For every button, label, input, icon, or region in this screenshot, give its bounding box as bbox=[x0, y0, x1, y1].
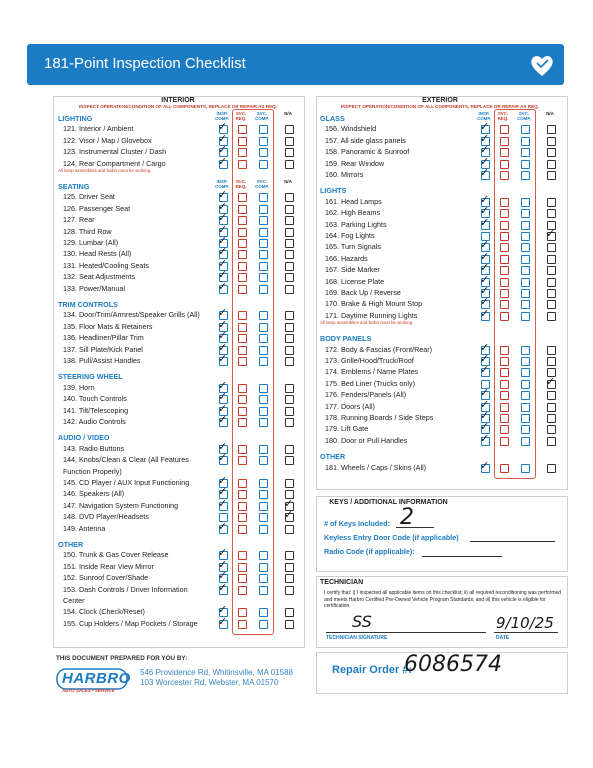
checkmark-icon: ✓ bbox=[218, 378, 228, 392]
address-whitinsville: 546 Providence Rd, Whitinsville, MA 01588 bbox=[140, 668, 293, 677]
checklist-item-140: 140. Touch Controls bbox=[63, 394, 127, 404]
keyless-code-line[interactable] bbox=[470, 541, 555, 542]
checkmark-icon: ✓ bbox=[480, 204, 490, 218]
checkmark-icon: ✓ bbox=[480, 352, 490, 365]
checkbox-na[interactable] bbox=[285, 346, 294, 355]
address-webster: 103 Worcester Rd, Webster, MA 01570 bbox=[140, 678, 279, 687]
checkmark-icon: ✓ bbox=[218, 439, 228, 453]
checkmark-icon: ✓ bbox=[480, 131, 490, 145]
checklist-item-167: 167. Side Marker bbox=[325, 265, 380, 275]
checklist-item-134: 134. Door/Trim/Armrest/Speaker Grills (All) bbox=[63, 310, 200, 320]
checkbox-na[interactable] bbox=[285, 148, 294, 157]
checklist-item-148: 148. DVD Player/Headsets bbox=[63, 512, 149, 522]
checkbox-na[interactable] bbox=[547, 243, 556, 252]
checklist-item-173: 173. Grille/Hood/Truck/Roof bbox=[325, 356, 414, 365]
checkmark-icon: ✓ bbox=[218, 268, 228, 282]
checklist-item-176: 176. Fenders/Panels (All) bbox=[325, 390, 407, 400]
checklist-item-123: 123. Instrumental Cluster / Dash bbox=[63, 147, 167, 157]
category-glass: GLASS bbox=[320, 114, 345, 123]
lamp-note: All lamp assemblies and bulbs must be working. bbox=[58, 168, 152, 173]
checkbox-na[interactable] bbox=[547, 403, 556, 412]
heart-icon bbox=[528, 51, 556, 79]
checkmark-icon: ✓ bbox=[218, 496, 228, 510]
checklist-item-156: 156. Windshield bbox=[325, 124, 377, 134]
checkbox-na[interactable] bbox=[285, 250, 294, 259]
checklist-item-174: 174. Emblems / Name Plates bbox=[325, 367, 419, 377]
checklist-item-157: 157. All side glass panels bbox=[325, 135, 406, 145]
checkmark-icon: ✓ bbox=[546, 227, 556, 240]
checkbox-na[interactable] bbox=[285, 456, 294, 465]
checklist-item-125: 125. Driver Seat bbox=[63, 192, 115, 202]
keyless-code-label: Keyless Entry Door Code (if applicable) bbox=[324, 533, 459, 542]
checkmark-icon: ✓ bbox=[218, 279, 228, 293]
checklist-item-162: 162. High Beams bbox=[325, 208, 381, 218]
checklist-item-152: 152. Sunroof Cover/Shade bbox=[63, 573, 149, 583]
category-audio-video: AUDIO / VIDEO bbox=[58, 433, 110, 443]
checklist-item-181: 181. Wheels / Caps / Skins (All) bbox=[325, 462, 427, 472]
checkmark-icon: ✓ bbox=[480, 295, 490, 309]
checkmark-icon: ✓ bbox=[218, 188, 228, 202]
checkmark-icon: ✓ bbox=[218, 614, 228, 628]
lamp-note: All lamp assemblies and bulbs must be working. bbox=[320, 320, 414, 326]
checkmark-icon: ✓ bbox=[218, 256, 228, 270]
keys-count-value[interactable]: 2 bbox=[400, 505, 414, 530]
checkmark-icon: ✓ bbox=[218, 211, 228, 225]
header-banner bbox=[27, 44, 564, 85]
checklist-item-136: 136. Headliner/Pillar Trim bbox=[63, 333, 144, 343]
checkbox-na[interactable] bbox=[285, 395, 294, 404]
column-header-svc-req: SVC. REQ. bbox=[235, 111, 247, 121]
checklist-item-169: 169. Back Up / Reverse bbox=[325, 288, 401, 297]
technician-certification: I certify that: i) I inspected all applicable items on this checklist; ii) all required reconditioning was performed and meets Harbro Certified Pre-Owned Vehicle Program Standards; and iii) this vehicle is eligible for certification. bbox=[324, 590, 562, 609]
checkmark-icon: ✓ bbox=[480, 215, 490, 229]
checkmark-icon: ✓ bbox=[218, 143, 228, 157]
checkmark-icon: ✓ bbox=[480, 284, 490, 297]
checklist-item-145: 145. CD Player / AUX Input Functioning bbox=[63, 478, 190, 487]
checklist-item-121: 121. Interior / Ambient bbox=[63, 124, 134, 134]
checklist-item-164: 164. Fog Lights bbox=[325, 231, 375, 240]
checklist-item-126: 126. Passenger Seat bbox=[63, 203, 131, 213]
checkbox-na[interactable] bbox=[547, 137, 556, 146]
checkbox-na[interactable] bbox=[285, 160, 294, 169]
checkbox-na[interactable] bbox=[285, 285, 294, 294]
checklist-item-178: 178. Running Boards / Side Steps bbox=[325, 413, 434, 422]
prepared-by-label: THIS DOCUMENT PREPARED FOR YOU BY: bbox=[56, 655, 188, 662]
checklist-item-180: 180. Door or Pull Handles bbox=[325, 435, 408, 445]
technician-title: TECHNICIAN bbox=[320, 579, 364, 586]
checklist-item-147: 147. Navigation System Functioning bbox=[63, 500, 179, 510]
checklist-item-170: 170. Brake & High Mount Stop bbox=[325, 299, 423, 309]
interior-subtitle: INSPECT OPERATION/CONDITION OF ALL COMPONENTS, REPLACE OR REPAIR AS REQ. bbox=[79, 104, 277, 109]
checkmark-icon: ✓ bbox=[480, 261, 490, 275]
checkbox-na[interactable] bbox=[285, 125, 294, 134]
checkmark-icon: ✓ bbox=[218, 485, 228, 499]
category-steering-wheel: STEERING WHEEL bbox=[58, 372, 123, 382]
checkmark-icon: ✓ bbox=[480, 249, 490, 263]
harbro-logo bbox=[56, 667, 131, 695]
checkmark-icon: ✓ bbox=[218, 546, 228, 560]
checklist-item-144: 144. Knobs/Clean & Clear (All Features bbox=[63, 455, 189, 465]
checkmark-icon: ✓ bbox=[218, 120, 228, 134]
checklist-item-143: 143. Radio Buttons bbox=[63, 443, 125, 453]
checkbox-na[interactable] bbox=[285, 563, 294, 572]
column-header-na: N/A bbox=[284, 179, 292, 184]
checkmark-icon: ✓ bbox=[480, 363, 490, 377]
checkbox-na[interactable] bbox=[285, 216, 294, 225]
checkbox-na[interactable] bbox=[547, 278, 556, 287]
checkmark-icon: ✓ bbox=[218, 340, 228, 354]
radio-code-label: Radio Code (if applicable): bbox=[324, 547, 415, 556]
checkmark-icon: ✓ bbox=[480, 154, 490, 168]
checkbox-na[interactable] bbox=[547, 266, 556, 275]
checkmark-icon: ✓ bbox=[218, 569, 228, 583]
checkbox-na[interactable] bbox=[285, 418, 294, 427]
checkbox-na[interactable] bbox=[547, 289, 556, 298]
checklist-item-149: 149. Antenna bbox=[63, 523, 106, 533]
checklist-item-139: 139. Horn bbox=[63, 382, 95, 392]
checkbox-na[interactable] bbox=[285, 620, 294, 629]
date-value[interactable]: 9/10/25 bbox=[496, 614, 554, 632]
checklist-item-179: 179. Lift Gate bbox=[325, 424, 369, 434]
checkbox-na[interactable] bbox=[285, 525, 294, 534]
checklist-item-131: 131. Heated/Cooling Seats bbox=[63, 260, 149, 270]
checkmark-icon: ✓ bbox=[480, 458, 490, 472]
checkbox-na[interactable] bbox=[285, 384, 294, 393]
checklist-item-153: 153. Dash Controls / Driver Information bbox=[63, 584, 188, 594]
checklist-item-161: 161. Head Lamps bbox=[325, 196, 382, 206]
category-lighting: LIGHTING bbox=[58, 114, 93, 123]
checkmark-icon: ✓ bbox=[218, 306, 228, 320]
checkmark-icon: ✓ bbox=[218, 413, 228, 426]
signature-line bbox=[326, 632, 486, 633]
checkmark-icon: ✓ bbox=[218, 603, 228, 617]
checkbox-na[interactable] bbox=[547, 209, 556, 218]
checklist-item-132: 132. Seat Adjustments bbox=[63, 272, 135, 282]
checkmark-icon: ✓ bbox=[218, 154, 228, 168]
checklist-item-122: 122. Visor / Map / Glovebox bbox=[63, 135, 152, 145]
checkbox-na[interactable] bbox=[285, 445, 294, 454]
checklist-item-155: 155. Cup Holders / Map Pockets / Storage bbox=[63, 618, 198, 628]
checkmark-icon: ✓ bbox=[284, 508, 294, 522]
checkmark-icon: ✓ bbox=[218, 451, 228, 465]
logo-wordmark: HARBRO bbox=[62, 670, 131, 687]
checkbox-na[interactable] bbox=[285, 357, 294, 366]
checklist-item-129: 129. Lumbar (All) bbox=[63, 238, 119, 247]
checklist-item-137: 137. Sill Plate/Kick Panel bbox=[63, 344, 143, 354]
interior-service-column-frame bbox=[232, 109, 274, 635]
checkmark-icon: ✓ bbox=[218, 234, 228, 247]
checkmark-icon: ✓ bbox=[480, 431, 490, 445]
checkbox-na[interactable] bbox=[547, 198, 556, 207]
checkmark-icon: ✓ bbox=[218, 557, 228, 571]
checklist-item-124: 124. Rear Compartment / Cargo bbox=[63, 158, 166, 168]
checkmark-icon: ✓ bbox=[218, 580, 228, 594]
checkbox-na[interactable] bbox=[285, 262, 294, 271]
checklist-item-cont: Center bbox=[63, 596, 85, 605]
checkbox-na[interactable] bbox=[285, 137, 294, 146]
checkmark-icon: ✓ bbox=[218, 245, 228, 259]
checklist-item-133: 133. Power/Manual bbox=[63, 283, 125, 293]
checklist-item-177: 177. Doors (All) bbox=[325, 401, 375, 411]
keys-count-label: # of Keys Included: bbox=[324, 519, 390, 528]
repair-order-label: Repair Order #: bbox=[332, 664, 413, 676]
checklist-item-159: 159. Rear Window bbox=[325, 158, 385, 168]
column-header-svc-comp: SVC. COMP. bbox=[255, 111, 269, 121]
category-other: OTHER bbox=[320, 452, 346, 462]
checkmark-icon: ✓ bbox=[218, 131, 228, 145]
checkbox-na[interactable] bbox=[547, 437, 556, 446]
checklist-item-166: 166. Hazards bbox=[325, 253, 368, 263]
column-header-insp-comp: INSP. COMP. bbox=[477, 111, 491, 121]
checkmark-icon: ✓ bbox=[218, 474, 228, 487]
checkbox-na[interactable] bbox=[285, 586, 294, 595]
checkbox-na[interactable] bbox=[285, 608, 294, 617]
checkbox-na[interactable] bbox=[285, 334, 294, 343]
checkmark-icon: ✓ bbox=[546, 374, 556, 388]
checkbox-na[interactable] bbox=[547, 391, 556, 400]
checkbox-na[interactable] bbox=[547, 125, 556, 134]
checklist-item-128: 128. Third Row bbox=[63, 226, 112, 236]
checklist-item-160: 160. Mirrors bbox=[325, 170, 364, 179]
checkmark-icon: ✓ bbox=[218, 352, 228, 365]
exterior-subtitle: INSPECT OPERATION/CONDITION OF ALL COMPONENTS, REPLACE OR REPAIR AS REQ. bbox=[341, 104, 539, 109]
column-header-insp-comp: INSP. COMP. bbox=[215, 179, 229, 189]
column-header-svc-comp: SVC. COMP. bbox=[517, 111, 531, 121]
checklist-item-146: 146. Speakers (All) bbox=[63, 489, 125, 499]
checkbox-na[interactable] bbox=[285, 193, 294, 202]
exterior-service-column-frame bbox=[494, 109, 536, 479]
column-header-svc-req: SVC. REQ. bbox=[235, 179, 247, 189]
checkmark-icon: ✓ bbox=[480, 192, 490, 206]
checkmark-icon: ✓ bbox=[480, 120, 490, 134]
column-header-insp-comp: INSP. COMP. bbox=[215, 111, 229, 121]
checklist-item-142: 142. Audio Controls bbox=[63, 417, 126, 426]
checkmark-icon: ✓ bbox=[218, 222, 228, 236]
date-label: DATE bbox=[496, 635, 510, 641]
category-trim-controls: TRIM CONTROLS bbox=[58, 300, 118, 309]
checkbox-na[interactable] bbox=[547, 346, 556, 355]
category-seating: SEATING bbox=[58, 182, 90, 191]
checklist-item-171: 171. Daytime Running Lights bbox=[325, 310, 418, 320]
column-header-svc-comp: SVC. COMP. bbox=[255, 179, 269, 189]
checklist-item-141: 141. Tilt/Telescoping bbox=[63, 405, 129, 415]
column-header-na: N/A bbox=[284, 111, 292, 116]
checkmark-icon: ✓ bbox=[218, 519, 228, 533]
checkbox-na[interactable] bbox=[547, 425, 556, 434]
checklist-item-172: 172. Body & Fascias (Front/Rear) bbox=[325, 344, 433, 354]
checkbox-na[interactable] bbox=[547, 357, 556, 366]
checklist-item-163: 163. Parking Lights bbox=[325, 219, 387, 229]
column-header-svc-req: SVC. REQ. bbox=[497, 111, 509, 121]
checkmark-icon: ✓ bbox=[480, 397, 490, 411]
checklist-item-165: 165. Turn Signals bbox=[325, 242, 381, 252]
category-lights: LIGHTS bbox=[320, 186, 347, 196]
checklist-item-cont: Function Properly) bbox=[63, 466, 122, 476]
checkbox-na[interactable] bbox=[547, 300, 556, 309]
checkbox-na[interactable] bbox=[285, 273, 294, 282]
checklist-item-168: 168. License Plate bbox=[325, 276, 385, 286]
checkbox-na[interactable] bbox=[547, 312, 556, 321]
signature-label: TECHNICIAN SIGNATURE bbox=[326, 635, 388, 641]
checkbox-na[interactable] bbox=[547, 464, 556, 473]
checkmark-icon: ✓ bbox=[218, 317, 228, 331]
date-line bbox=[494, 632, 558, 633]
category-other: OTHER bbox=[58, 540, 84, 549]
checkmark-icon: ✓ bbox=[284, 496, 294, 510]
checklist-item-158: 158. Panoramic & Sunroof bbox=[325, 147, 410, 157]
keys-title: KEYS / ADDITIONAL INFORMATION bbox=[329, 499, 448, 506]
page-title: 181-Point Inspection Checklist bbox=[44, 55, 246, 72]
checklist-item-127: 127. Rear bbox=[63, 215, 95, 225]
checkmark-icon: ✓ bbox=[480, 386, 490, 400]
logo-subtitle: AUTO SALES • SERVICE bbox=[62, 688, 115, 693]
checkbox-na[interactable] bbox=[285, 574, 294, 583]
radio-code-line[interactable] bbox=[422, 556, 502, 557]
checkmark-icon: ✓ bbox=[480, 420, 490, 434]
checkbox-na[interactable] bbox=[285, 228, 294, 237]
checkbox-na[interactable] bbox=[285, 311, 294, 320]
checkbox-na[interactable] bbox=[285, 551, 294, 560]
checkmark-icon: ✓ bbox=[480, 340, 490, 354]
checkbox-na[interactable] bbox=[285, 205, 294, 214]
checklist-item-138: 138. Pull/Assist Handles bbox=[63, 356, 141, 365]
checkmark-icon: ✓ bbox=[218, 390, 228, 404]
checkmark-icon: ✓ bbox=[218, 329, 228, 343]
checkbox-na[interactable] bbox=[547, 171, 556, 180]
checkbox-na[interactable] bbox=[547, 255, 556, 264]
checkbox-na[interactable] bbox=[547, 414, 556, 423]
checkmark-icon: ✓ bbox=[480, 409, 490, 422]
checklist-item-150: 150. Trunk & Gas Cover Release bbox=[63, 550, 169, 560]
checklist-item-154: 154. Clock (Check/Reset) bbox=[63, 607, 145, 617]
exterior-title: EXTERIOR bbox=[422, 97, 458, 104]
checkmark-icon: ✓ bbox=[480, 272, 490, 286]
checkmark-icon: ✓ bbox=[480, 306, 490, 320]
checkmark-icon: ✓ bbox=[480, 143, 490, 157]
checkbox-na[interactable] bbox=[285, 407, 294, 416]
checkmark-icon: ✓ bbox=[218, 199, 228, 213]
checkmark-icon: ✓ bbox=[480, 238, 490, 252]
checkbox-na[interactable] bbox=[547, 160, 556, 169]
category-body-panels: BODY PANELS bbox=[320, 334, 372, 344]
column-header-na: N/A bbox=[546, 111, 554, 116]
technician-signature[interactable]: SS bbox=[352, 612, 372, 631]
checkbox-na[interactable] bbox=[285, 479, 294, 488]
checkmark-icon: ✓ bbox=[218, 401, 228, 415]
checklist-item-135: 135. Floor Mats & Retainers bbox=[63, 321, 153, 331]
checklist-item-175: 175. Bed Liner (Trucks only) bbox=[325, 378, 416, 388]
checkbox-na[interactable] bbox=[285, 239, 294, 248]
checkbox-na[interactable] bbox=[547, 148, 556, 157]
checkbox-na[interactable] bbox=[285, 323, 294, 332]
checkmark-icon: ✓ bbox=[480, 166, 490, 179]
interior-title: INTERIOR bbox=[161, 97, 195, 104]
checklist-item-151: 151. Inside Rear View Mirror bbox=[63, 561, 154, 571]
repair-order-value[interactable]: 6086574 bbox=[404, 652, 502, 677]
checklist-item-130: 130. Head Rests (All) bbox=[63, 249, 132, 259]
